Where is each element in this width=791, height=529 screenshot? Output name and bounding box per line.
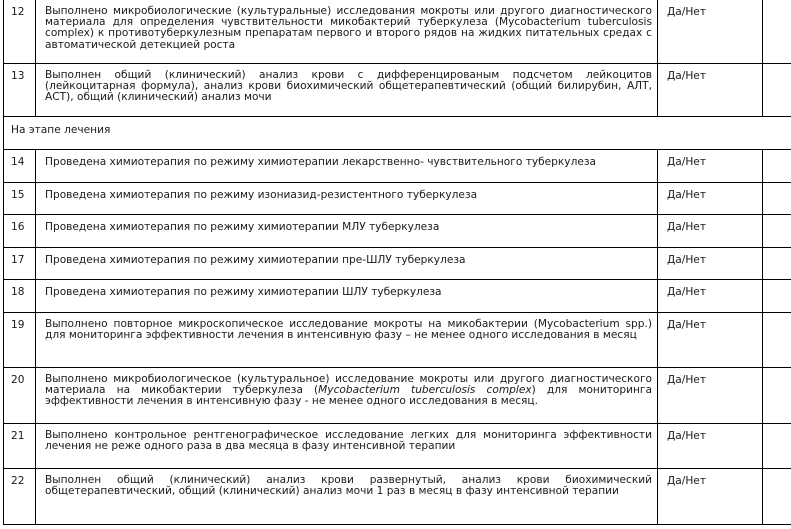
row-answer: Да/Нет — [658, 423, 763, 468]
row-description: Проведена химиотерапия по режиму химиотерапии МЛУ туберкулеза — [36, 214, 658, 247]
row-answer: Да/Нет — [658, 312, 763, 367]
row-answer: Да/Нет — [658, 279, 763, 312]
row-mark-cell — [763, 0, 791, 63]
row-mark-cell — [763, 214, 791, 247]
row-description: Проведена химиотерапия по режиму химиотерапии пре-ШЛУ туберкулеза — [36, 247, 658, 279]
row-answer: Да/Нет — [658, 149, 763, 182]
row-number: 12 — [4, 0, 36, 63]
row-number: 15 — [4, 182, 36, 214]
row-number: 22 — [4, 468, 36, 524]
row-answer: Да/Нет — [658, 468, 763, 524]
table-row — [4, 247, 791, 279]
row-description: Выполнен общий (клинический) анализ крови развернутый, анализ крови биохимический общетерапевтический, общий (клинический) анализ мочи 1 раз в месяц в фазу интенсивной терапии — [36, 468, 658, 524]
row-description: Выполнено микробиологические (культуральные) исследования мокроты или другого диагностического материала для определения чувствительности микобактерий туберкулеза (Mycobacterium tuberculosis complex) к противотуберкулезным препаратам первого и второго рядов на жидких питательных средах с автоматической детекцией роста — [36, 0, 658, 63]
row-description: Выполнено повторное микроскопическое исследование мокроты на микобактерии (Mycobacterium spp.) для мониторинга эффективности лечения в интенсивную фазу – не менее одного исследования в месяц — [36, 312, 658, 367]
section-row — [4, 116, 791, 149]
row-mark-cell — [763, 247, 791, 279]
section-label: На этапе лечения — [4, 116, 791, 149]
table-row — [4, 0, 791, 63]
row-number: 18 — [4, 279, 36, 312]
row-description: Выполнено контрольное рентгенографическое исследование легких для мониторинга эффективности лечения не реже одного раза в два месяца в фазу интенсивной терапии — [36, 423, 658, 468]
table-row — [4, 214, 791, 247]
row-mark-cell — [763, 468, 791, 524]
table-row — [4, 279, 791, 312]
table-row — [4, 312, 791, 367]
row-mark-cell — [763, 279, 791, 312]
table-row — [4, 367, 791, 423]
table-row — [4, 468, 791, 524]
row-number: 14 — [4, 149, 36, 182]
row-number: 21 — [4, 423, 36, 468]
row-answer: Да/Нет — [658, 0, 763, 63]
row-answer: Да/Нет — [658, 367, 763, 423]
row-mark-cell — [763, 312, 791, 367]
row-number: 20 — [4, 367, 36, 423]
row-answer: Да/Нет — [658, 214, 763, 247]
row-description-italic: Mycobacterium tuberculosis complex — [318, 383, 532, 396]
row-number: 17 — [4, 247, 36, 279]
row-number: 13 — [4, 63, 36, 116]
row-mark-cell — [763, 423, 791, 468]
table-row — [4, 423, 791, 468]
table-row — [4, 149, 791, 182]
table-row — [4, 182, 791, 214]
row-mark-cell — [763, 182, 791, 214]
row-description — [36, 367, 658, 423]
row-description: Проведена химиотерапия по режиму химиотерапии ШЛУ туберкулеза — [36, 279, 658, 312]
row-mark-cell — [763, 63, 791, 116]
row-number: 19 — [4, 312, 36, 367]
row-description-part: ) для мониторинга эффективности лечения в интенсивную фазу - не менее одного исследования в месяц. — [45, 383, 652, 407]
row-answer: Да/Нет — [658, 63, 763, 116]
row-description: Проведена химиотерапия по режиму изониазид-резистентного туберкулеза — [36, 182, 658, 214]
row-mark-cell — [763, 149, 791, 182]
row-description: Выполнен общий (клинический) анализ крови с дифференцированым подсчетом лейкоцитов (лейкоцитарная формула), анализ крови биохимический общетерапевтический (общий билирубин, АЛТ, АСТ), общий (клинический) анализ мочи — [36, 63, 658, 116]
row-answer: Да/Нет — [658, 182, 763, 214]
row-description-part: Выполнено микробиологическое (культуральное) исследование мокроты или другого диагностического материала на микобактерии туберкулеза ( — [45, 372, 652, 396]
row-number: 16 — [4, 214, 36, 247]
table-row — [4, 63, 791, 116]
row-description: Проведена химиотерапия по режиму химиотерапии лекарственно- чувствительного туберкулеза — [36, 149, 658, 182]
row-answer: Да/Нет — [658, 247, 763, 279]
criteria-table — [3, 0, 791, 525]
row-mark-cell — [763, 367, 791, 423]
